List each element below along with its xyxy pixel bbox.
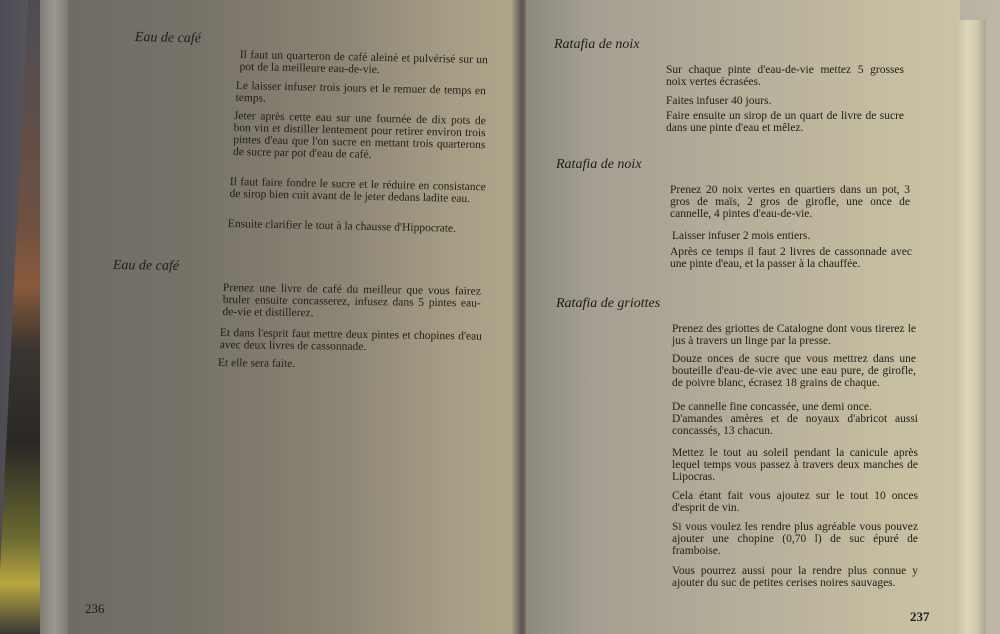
recipe-paragraph: Si vous voulez les rendre plus agréable vous pouvez ajouter une chopine (0,70 l) de suc épuré de framboise. — [672, 521, 918, 557]
left-page — [68, 0, 518, 634]
recipe-paragraph: Faites infuser 40 jours. — [666, 95, 772, 107]
recipe-paragraph: De cannelle fine concassée, une demi once. — [672, 401, 872, 413]
recipe-paragraph: Mettez le tout au soleil pendant la canicule après lequel temps vous passez à travers deux manches de Lipocras. — [672, 447, 918, 483]
recipe-paragraph: Le laisser infuser trois jours et le remuer de temps en temps. — [235, 80, 486, 105]
right-page-stack — [956, 20, 986, 634]
recipe-title: Eau de café — [112, 258, 180, 274]
recipe-paragraph: Sur chaque pinte d'eau-de-vie mettez 5 grosses noix vertes écrasées. — [666, 64, 904, 88]
recipe-paragraph: Ensuite clarifier le tout à la chausse d'Hippocrate. — [227, 218, 457, 235]
recipe-title: Ratafia de griottes — [556, 296, 661, 311]
page-number: 237 — [910, 609, 930, 624]
recipe-title: Ratafia de noix — [556, 157, 642, 172]
recipe-paragraph: Douze onces de sucre que vous mettrez dans une bouteille d'eau-de-vie avec une eau pure, de girofle, de poivre blanc, écrasez 18 grains de chaque. — [672, 353, 916, 389]
recipe-title: Eau de café — [134, 30, 202, 47]
recipe-paragraph: Il faut faire fondre le sucre et le réduire en consistance de sirop bien cuit avant de le jeter dedans ladite eau. — [229, 176, 486, 206]
recipe-paragraph: Jeter après cette eau sur une fournée de dix pots de bon vin et distiller lentement pour retirer environ trois pintes d'eau que l'on sucre en mettant trois quarterons de sucre par pot d'eau de café. — [232, 110, 486, 161]
recipe-paragraph: Il faut un quarteron de café aleiné et pulvérisé sur un pot de la meilleure eau-de-vie. — [239, 49, 488, 76]
recipe-paragraph: Laisser infuser 2 mois entiers. — [672, 230, 811, 242]
recipe-paragraph: Après ce temps il faut 2 livres de cassonnade avec une pinte d'eau, et la passer à la chauffée. — [670, 246, 912, 270]
recipe-paragraph: D'amandes amères et de noyaux d'abricot aussi concassés, 13 chacun. — [672, 413, 918, 437]
recipe-paragraph: Cela étant fait vous ajoutez sur le tout 10 onces d'esprit de vin. — [672, 490, 918, 514]
recipe-paragraph: Prenez des griottes de Catalogne dont vous tirerez le jus à travers un linge par la presse. — [672, 323, 916, 347]
recipe-paragraph: Prenez une livre de café du meilleur que vous fairez bruler ensuite concasserez, infusez dans 5 pintes eau-de-vie et distillerez. — [222, 282, 481, 320]
recipe-paragraph: Vous pourrez aussi pour la rendre plus connue y ajouter du suc de petites cerises noires sauvages. — [672, 565, 918, 589]
recipe-paragraph: Faire ensuite un sirop de un quart de livre de sucre dans une pinte d'eau et mêlez. — [666, 110, 904, 134]
recipe-paragraph: Et dans l'esprit faut mettre deux pintes et chopines d'eau avec deux livres de cassonnade. — [219, 327, 482, 354]
recipe-paragraph: Et elle sera faite. — [217, 357, 296, 371]
recipe-title: Ratafia de noix — [554, 37, 640, 52]
page-number: 236 — [85, 601, 105, 616]
right-page — [526, 0, 960, 634]
recipe-paragraph: Prenez 20 noix vertes en quartiers dans un pot, 3 gros de maïs, 2 gros de girofle, une once de cannelle, 4 pintes d'eau-de-vie. — [670, 184, 910, 220]
